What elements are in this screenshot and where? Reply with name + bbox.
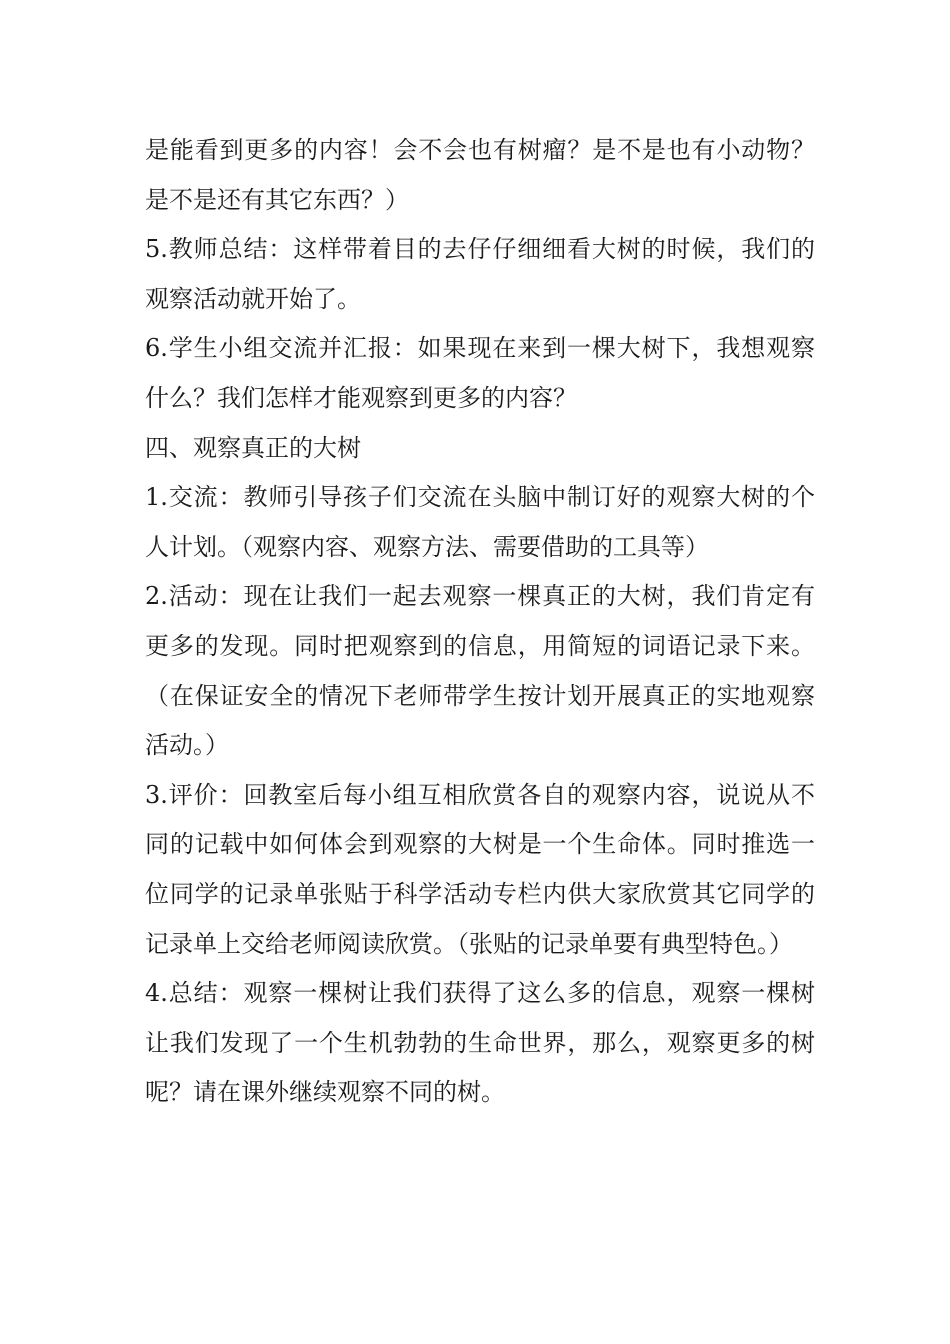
section-heading-4: 四、观察真正的大树 — [145, 433, 361, 462]
paragraph-step-1: 1.交流：教师引导孩子们交流在头脑中制订好的观察大树的个人计划。（观察内容、观察方法、需要借助的工具等） — [145, 483, 815, 561]
paragraph-continuation: 是能看到更多的内容！会不会也有树瘤？是不是也有小动物？是不是还有其它东西？） — [145, 136, 815, 214]
document-body — [145, 126, 815, 1118]
paragraph-step-5: 5.教师总结：这样带着目的去仔仔细细看大树的时候，我们的观察活动就开始了。 — [145, 235, 815, 313]
paragraph-step-4: 4.总结：观察一棵树让我们获得了这么多的信息，观察一棵树让我们发现了一个生机勃勃的生命世界，那么，观察更多的树呢？请在课外继续观察不同的树。 — [145, 979, 815, 1107]
paragraph-step-2: 2.活动：现在让我们一起去观察一棵真正的大树，我们肯定有更多的发现。同时把观察到的信息，用简短的词语记录下来。（在保证安全的情况下老师带学生按计划开展真正的实地观察活动。） — [145, 582, 815, 760]
paragraph-step-6: 6.学生小组交流并汇报：如果现在来到一棵大树下，我想观察什么？我们怎样才能观察到更多的内容？ — [145, 334, 815, 412]
paragraph-step-3: 3.评价：回教室后每小组互相欣赏各自的观察内容，说说从不同的记载中如何体会到观察的大树是一个生命体。同时推选一位同学的记录单张贴于科学活动专栏内供大家欣赏其它同学的记录单上交给老师阅读欣赏。（张贴的记录单要有典型特色。） — [145, 780, 815, 958]
